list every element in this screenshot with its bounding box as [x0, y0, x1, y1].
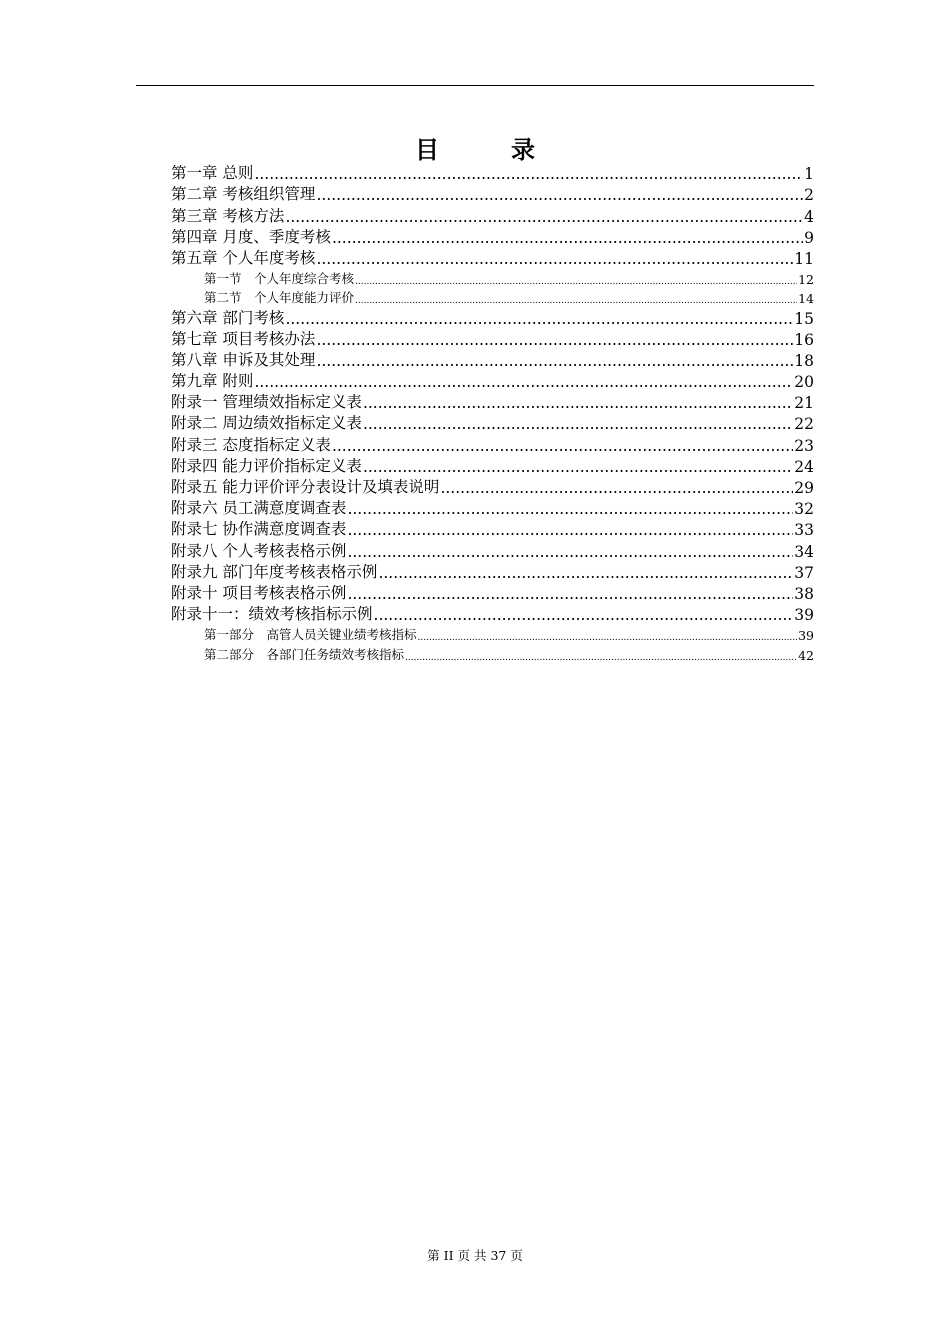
toc-entry[interactable]: [171, 226, 814, 247]
toc-subentry[interactable]: [171, 287, 814, 306]
toc-entry-label: 附录三 态度指标定义表: [171, 435, 331, 454]
toc-entry-label: 第二章 考核组织管理: [171, 185, 316, 204]
toc-dot-leader: [347, 500, 793, 518]
toc-dot-leader: [316, 186, 803, 204]
toc-entry-label: 第六章 部门考核: [171, 308, 285, 327]
toc-dot-leader: [285, 310, 793, 328]
toc-page-number: 18: [794, 351, 814, 370]
toc-dot-leader: [355, 291, 797, 306]
toc-entry-label: 附录五 能力评价评分表设计及填表说明: [171, 478, 440, 496]
toc-page-number: 22: [794, 415, 814, 434]
toc-entry-label: 附录七 协作满意度调查表: [171, 520, 347, 539]
toc-entry[interactable]: [171, 183, 814, 204]
toc-entry[interactable]: [171, 561, 814, 582]
toc-entry-label: 附录二 周边绩效指标定义表: [171, 414, 362, 433]
toc-entry-label: 第八章 申诉及其处理: [171, 350, 316, 369]
toc-entry[interactable]: [171, 349, 814, 370]
toc-dot-leader: [363, 394, 793, 412]
toc-entry[interactable]: [171, 433, 814, 454]
toc-entry-label: 附录十一：绩效考核指标示例: [171, 605, 373, 624]
toc-page-number: 1: [804, 165, 814, 184]
toc-page-number: 9: [804, 228, 814, 247]
table-of-contents: [171, 162, 814, 663]
toc-entry-label: 第一节 个人年度综合考核: [204, 271, 355, 287]
toc-dot-leader: [374, 606, 794, 624]
toc-subentry[interactable]: [171, 643, 814, 662]
toc-dot-leader: [347, 585, 793, 603]
toc-page-number: 29: [794, 479, 814, 497]
toc-entry-label: 第二节 个人年度能力评价: [204, 290, 355, 306]
toc-dot-leader: [363, 458, 793, 476]
toc-entry-label: 附录六 员工满意度调查表: [171, 499, 347, 518]
toc-page-number: 24: [794, 457, 814, 476]
toc-dot-leader: [347, 521, 793, 539]
toc-entry[interactable]: [171, 328, 814, 349]
toc-page-number: 33: [794, 521, 814, 540]
toc-entry[interactable]: [171, 476, 814, 497]
toc-entry[interactable]: [171, 162, 814, 183]
toc-dot-leader: [332, 437, 793, 455]
toc-title: 目 录: [415, 136, 559, 164]
toc-entry[interactable]: [171, 539, 814, 560]
toc-dot-leader: [254, 165, 803, 183]
toc-entry[interactable]: [171, 497, 814, 518]
toc-subentry[interactable]: [171, 268, 814, 287]
toc-entry[interactable]: [171, 391, 814, 412]
toc-page-number: 39: [798, 628, 814, 644]
toc-entry-label: 第九章 附则: [171, 372, 254, 391]
toc-dot-leader: [378, 564, 793, 582]
toc-page-number: 32: [794, 500, 814, 519]
page-footer: 第 II 页 共 37 页: [427, 1248, 523, 1263]
toc-entry-label: 第五章 个人年度考核: [171, 248, 316, 267]
toc-dot-leader: [316, 352, 793, 370]
toc-page-number: 23: [794, 436, 814, 455]
toc-entry-label: 第一章 总则: [171, 164, 254, 183]
toc-subentry[interactable]: [171, 624, 814, 643]
header-rule: [136, 85, 814, 86]
toc-entry[interactable]: [171, 518, 814, 539]
toc-entry-label: 第四章 月度、季度考核: [171, 227, 331, 246]
toc-page-number: 11: [794, 249, 814, 268]
toc-entry-label: 附录一 管理绩效指标定义表: [171, 393, 362, 412]
toc-entry-label: 第一部分 高管人员关键业绩考核指标: [204, 627, 417, 643]
toc-page-number: 16: [794, 330, 814, 349]
toc-page-number: 15: [794, 309, 814, 328]
toc-entry[interactable]: [171, 370, 814, 391]
toc-dot-leader: [316, 250, 793, 268]
toc-entry-label: 第二部分 各部门任务绩效考核指标: [204, 646, 405, 662]
toc-dot-leader: [440, 479, 793, 497]
toc-page-number: 34: [794, 542, 814, 561]
toc-entry[interactable]: [171, 582, 814, 603]
toc-dot-leader: [405, 648, 797, 663]
toc-page-number: 4: [804, 207, 814, 226]
toc-entry-label: 第七章 项目考核办法: [171, 329, 316, 348]
toc-page-number: 21: [794, 394, 814, 413]
toc-dot-leader: [285, 208, 803, 226]
toc-entry-label: 附录十 项目考核表格示例: [171, 583, 347, 602]
toc-dot-leader: [355, 272, 797, 287]
toc-entry[interactable]: [171, 306, 814, 327]
toc-entry-label: 附录四 能力评价指标定义表: [171, 456, 362, 475]
toc-page-number: 2: [804, 186, 814, 205]
toc-page-number: 14: [798, 291, 814, 307]
toc-page-number: 37: [794, 563, 814, 582]
toc-entry-label: 附录九 部门年度考核表格示例: [171, 562, 378, 581]
toc-entry[interactable]: [171, 204, 814, 225]
toc-dot-leader: [347, 543, 793, 561]
toc-page-number: 20: [794, 373, 814, 392]
toc-entry[interactable]: [171, 603, 814, 624]
toc-dot-leader: [254, 373, 793, 391]
toc-page-number: 38: [794, 584, 814, 603]
toc-entry-label: 附录八 个人考核表格示例: [171, 541, 347, 560]
toc-entry[interactable]: [171, 412, 814, 433]
toc-entry[interactable]: [171, 247, 814, 268]
toc-page-number: 42: [798, 647, 814, 663]
toc-dot-leader: [418, 628, 798, 643]
toc-dot-leader: [332, 229, 803, 247]
toc-dot-leader: [316, 331, 793, 349]
toc-page-number: 12: [798, 272, 814, 288]
toc-entry[interactable]: [171, 455, 814, 476]
toc-page-number: 39: [794, 606, 814, 625]
toc-dot-leader: [363, 415, 793, 433]
toc-entry-label: 第三章 考核方法: [171, 206, 285, 225]
